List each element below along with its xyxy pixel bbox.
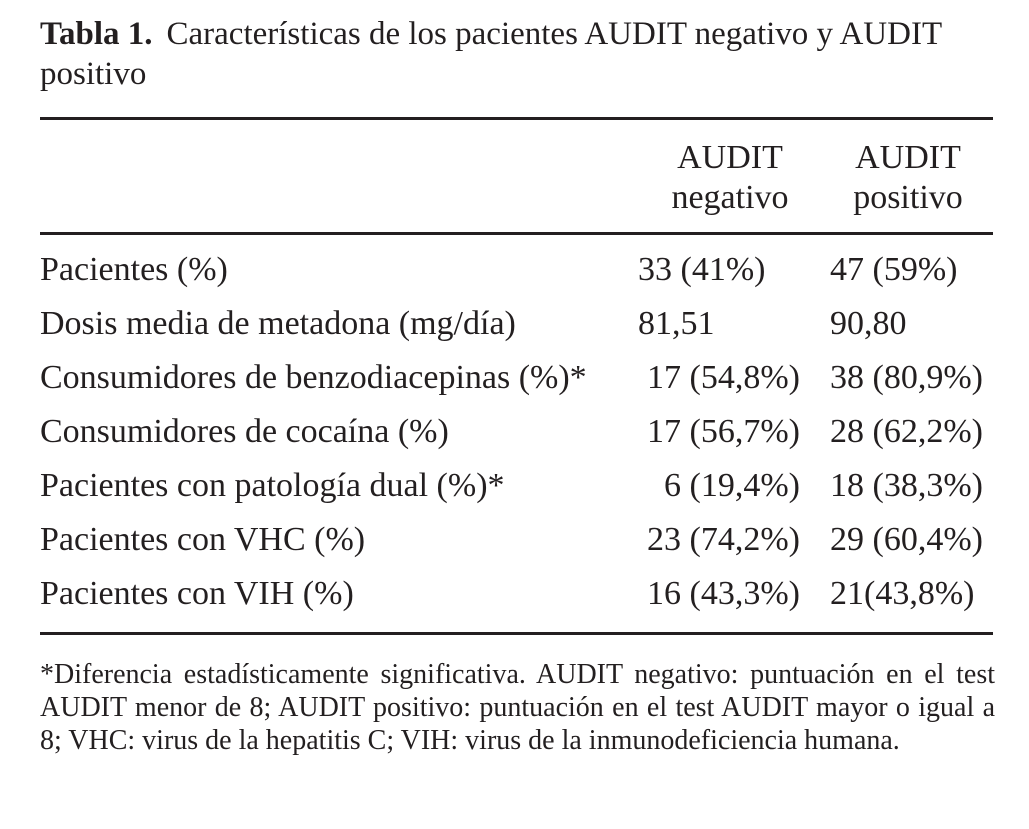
table-label: Tabla 1. <box>40 16 153 52</box>
header-rule <box>40 232 993 235</box>
audit-negativo-value: 17 (56,7%) <box>647 413 800 450</box>
column-header-audit-negativo <box>650 138 810 218</box>
audit-negativo-value: 81,51 <box>638 305 715 342</box>
row-label: Pacientes con patología dual (%)* <box>40 467 505 504</box>
audit-positivo-value: 18 (38,3%) <box>830 467 983 504</box>
bottom-rule <box>40 632 993 635</box>
row-label: Pacientes con VIH (%) <box>40 575 354 612</box>
audit-negativo-value: 17 (54,8%) <box>647 359 800 396</box>
row-label: Pacientes (%) <box>40 251 228 288</box>
audit-positivo-value: 28 (62,2%) <box>830 413 983 450</box>
audit-positivo-value: 21(43,8%) <box>830 575 975 612</box>
audit-positivo-value: 47 (59%) <box>830 251 958 288</box>
table-row <box>40 243 995 297</box>
audit-positivo-value: 38 (80,9%) <box>830 359 983 396</box>
row-label: Pacientes con VHC (%) <box>40 521 366 558</box>
column-header-line: negativo <box>671 179 789 216</box>
audit-positivo-value: 29 (60,4%) <box>830 521 983 558</box>
audit-negativo-value: 6 (19,4%) <box>664 467 800 504</box>
row-label: Consumidores de benzodiacepinas (%)* <box>40 359 587 396</box>
audit-negativo-value: 16 (43,3%) <box>647 575 800 612</box>
audit-negativo-value: 33 (41%) <box>638 251 766 288</box>
table-row <box>40 405 995 459</box>
table-row <box>40 567 995 621</box>
column-header-line: AUDIT <box>855 139 961 176</box>
top-rule <box>40 117 993 120</box>
table-row <box>40 351 995 405</box>
table-caption: Características de los pacientes AUDIT negativo y AUDIT positivo <box>40 16 942 92</box>
row-label: Consumidores de cocaína (%) <box>40 413 449 450</box>
column-header-line: AUDIT <box>677 139 783 176</box>
audit-negativo-value: 23 (74,2%) <box>647 521 800 558</box>
row-label: Dosis media de metadona (mg/día) <box>40 305 516 342</box>
table-title <box>40 14 1000 94</box>
table-row <box>40 513 995 567</box>
table-footnote: *Diferencia estadísticamente significativa. AUDIT negativo: puntuación en el test AUDIT menor de 8; AUDIT positivo: puntuación en el test AUDIT mayor o igual a 8; VHC: virus de la hepatitis C; VIH: virus de la inmunodeficiencia humana. <box>40 659 995 756</box>
table-row <box>40 459 995 513</box>
column-header-line: positivo <box>853 179 963 216</box>
table-row <box>40 297 995 351</box>
audit-positivo-value: 90,80 <box>830 305 907 342</box>
column-header-audit-positivo <box>828 138 988 218</box>
